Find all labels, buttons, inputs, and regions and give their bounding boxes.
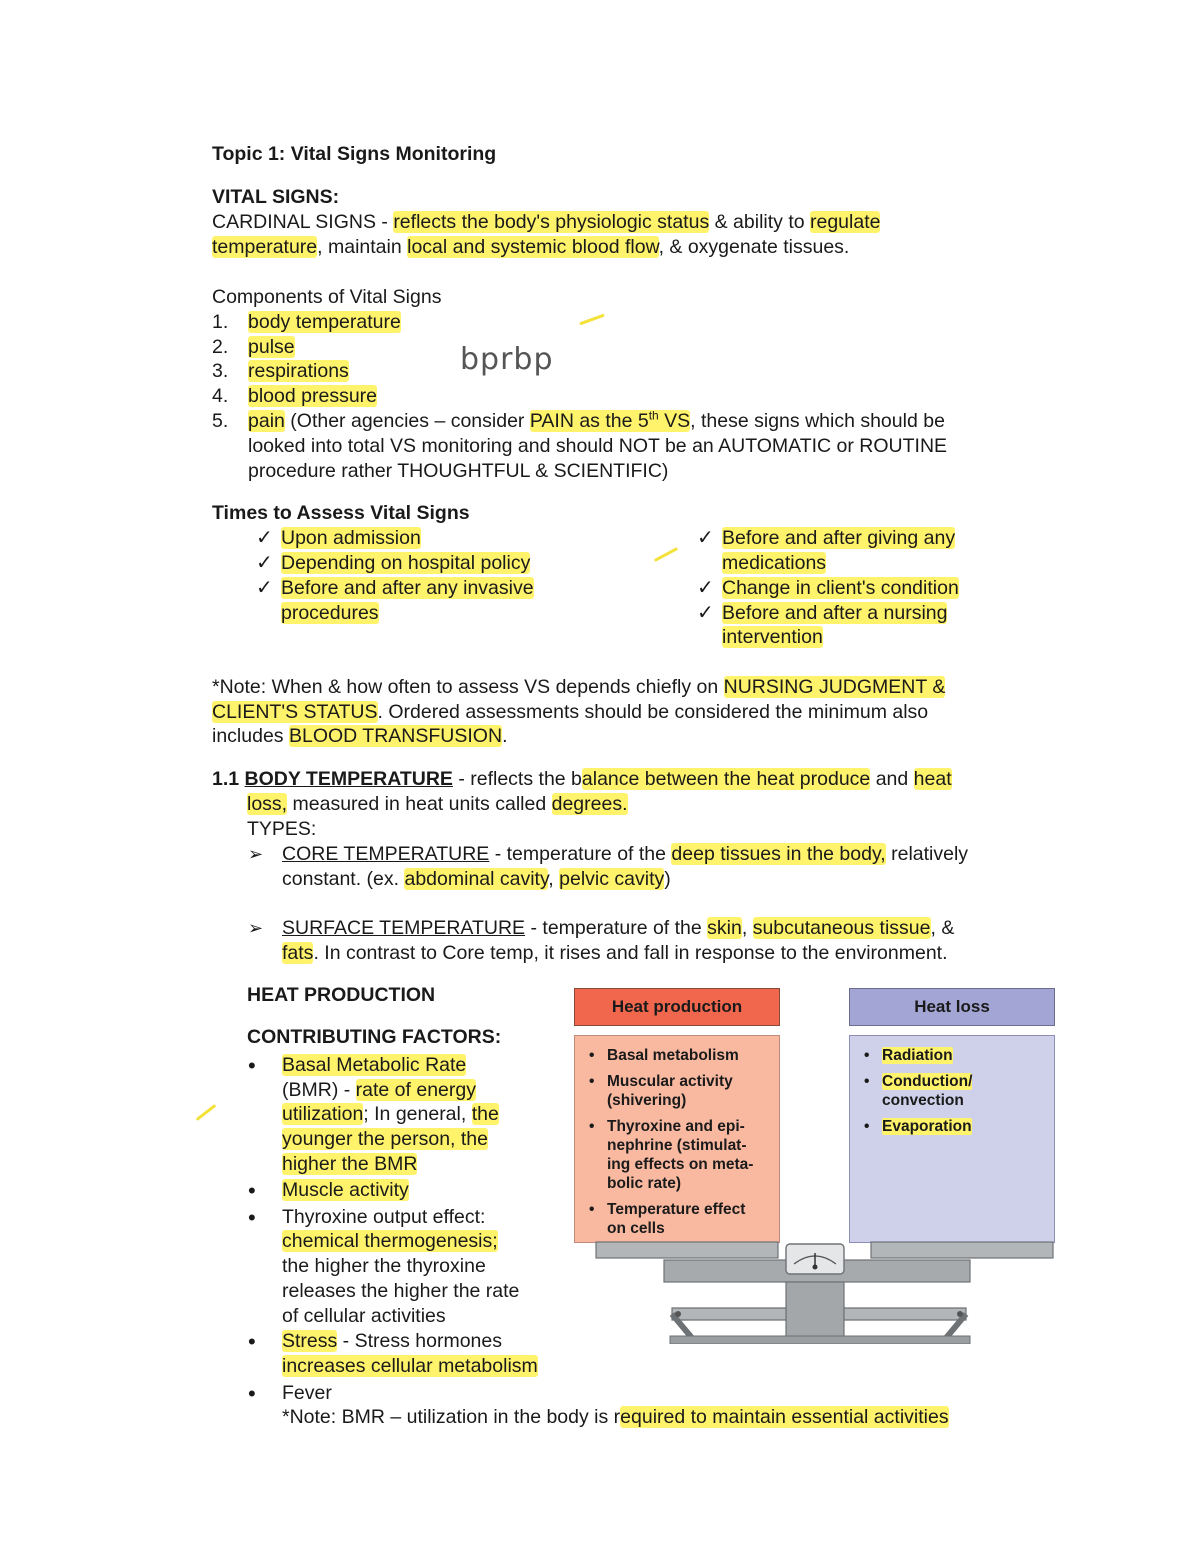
check-icon: ✓	[256, 527, 273, 549]
factor-line: (BMR) - rate of energy	[282, 1079, 476, 1101]
factor-line: releases the higher the rate	[282, 1280, 520, 1302]
surface-line-2: fats. In contrast to Core temp, it rises and fall in response to the environment.	[282, 942, 948, 964]
check-icon: ✓	[697, 527, 714, 549]
factor-line: Fever	[282, 1382, 332, 1404]
factor-line: Stress - Stress hormones	[282, 1330, 502, 1352]
core-line-1: CORE TEMPERATURE - temperature of the deep tissues in the body, relatively	[282, 843, 969, 865]
left-joint	[675, 1311, 681, 1317]
factor-line	[282, 1127, 488, 1152]
cardinal-line-1: CARDINAL SIGNS - reflects the body's physiologic status & ability to regulate	[212, 211, 881, 233]
highlight: Muscle activity	[282, 1179, 409, 1201]
factor-line: Thyroxine output effect:	[282, 1206, 486, 1228]
surface-line-1: SURFACE TEMPERATURE - temperature of the skin, subcutaneous tissue, &	[282, 917, 955, 939]
highlight: skin	[707, 917, 742, 939]
cardinal-line-2: temperature, maintain local and systemic blood flow, & oxygenate tissues.	[212, 236, 850, 258]
time-item	[722, 576, 959, 601]
factor-line	[282, 1053, 466, 1078]
highlight: Before and after any invasive	[281, 577, 534, 599]
factor-line: of cellular activities	[282, 1305, 446, 1327]
highlight: Before and after a nursing	[722, 602, 948, 624]
arrow-bullet-icon: ➢	[248, 918, 264, 938]
times-heading: Times to Assess Vital Signs	[212, 502, 470, 524]
contributing-factors-heading: CONTRIBUTING FACTORS:	[247, 1026, 502, 1048]
highlight: PAIN as the 5th VS	[529, 408, 691, 432]
highlight: subcutaneous tissue	[752, 917, 931, 939]
highlighter-mark	[579, 314, 604, 326]
body-temp-line-2: loss, measured in heat units called degrees.	[247, 793, 628, 815]
note-line-1: *Note: When & how often to assess VS depends chiefly on NURSING JUDGMENT &	[212, 676, 946, 698]
heat-loss-panel	[849, 1035, 1055, 1243]
highlight: NURSING JUDGMENT &	[723, 676, 946, 698]
right-linkage	[844, 1308, 966, 1320]
highlight: temperature	[212, 236, 318, 258]
body-temp-line-1: 1.1 BODY TEMPERATURE - reflects the balance between the heat produce and heat	[212, 768, 952, 790]
time-item	[281, 576, 534, 601]
time-item	[722, 601, 947, 626]
dial-pivot	[813, 1265, 818, 1270]
right-joint	[957, 1311, 963, 1317]
highlight: higher the BMR	[282, 1153, 418, 1175]
factor-line	[282, 1229, 498, 1254]
loss-item	[864, 1072, 1044, 1091]
highlight: pulse	[248, 336, 295, 358]
factor-line: utilization; In general, the	[282, 1103, 499, 1125]
heat-loss-title: Heat loss	[849, 988, 1055, 1026]
page-title: Topic 1: Vital Signs Monitoring	[212, 143, 497, 165]
highlight: loss,	[247, 793, 288, 815]
note-line-3: includes BLOOD TRANSFUSION.	[212, 725, 508, 747]
left-scale-pan	[596, 1242, 778, 1258]
pain-note-line-3: procedure rather THOUGHTFUL & SCIENTIFIC)	[248, 460, 669, 482]
highlight: respirations	[248, 360, 349, 382]
heat-production-title: Heat production	[574, 988, 780, 1026]
left-linkage	[672, 1308, 786, 1320]
highlight: Conduction/	[882, 1073, 973, 1090]
highlight: rate of energy	[355, 1079, 476, 1101]
components-heading: Components of Vital Signs	[212, 286, 442, 308]
bullet-icon: •	[248, 1053, 256, 1078]
heat-production-heading: HEAT PRODUCTION	[247, 984, 436, 1006]
time-item	[722, 551, 826, 576]
highlight: reflects the body's physiologic status	[393, 211, 710, 233]
highlight: utilization	[282, 1103, 364, 1125]
highlight: blood pressure	[248, 385, 377, 407]
highlight: Basal Metabolic Rate	[282, 1054, 467, 1076]
highlight: increases cellular metabolism	[282, 1355, 538, 1377]
types-label: TYPES:	[247, 818, 317, 840]
highlight: deep tissues in the body,	[671, 843, 886, 865]
highlight: Change in client's condition	[722, 577, 959, 599]
highlight: procedures	[281, 602, 379, 624]
production-item: • Temperature effect on cells	[589, 1200, 769, 1238]
highlight: degrees.	[551, 793, 628, 815]
highlight: heat	[913, 768, 952, 790]
highlight: Stress	[282, 1330, 338, 1352]
highlight: BLOOD TRANSFUSION	[288, 725, 503, 747]
section-heading: BODY TEMPERATURE	[244, 768, 453, 790]
vital-signs-heading: VITAL SIGNS:	[212, 186, 340, 208]
check-icon: ✓	[256, 552, 273, 574]
production-item: • Thyroxine and epi- nephrine (stimulat- ing effects on meta- bolic rate)	[589, 1117, 769, 1193]
component-item: 2. pulse	[212, 336, 295, 358]
highlight: chemical thermogenesis;	[282, 1230, 498, 1252]
loss-item	[864, 1046, 1044, 1065]
highlight: pelvic cavity	[559, 868, 665, 890]
highlighter-mark	[654, 547, 678, 562]
highlight: medications	[722, 552, 827, 574]
bmr-note: *Note: BMR – utilization in the body is required to maintain essential activities	[282, 1406, 949, 1428]
time-item	[281, 551, 530, 576]
factor-line: the higher the thyroxine	[282, 1255, 486, 1277]
time-item	[281, 526, 421, 551]
right-scale-pan	[871, 1242, 1053, 1258]
highlight: Evaporation	[882, 1118, 972, 1135]
highlight: body temperature	[248, 311, 401, 333]
highlight: pain	[248, 410, 285, 432]
note-line-2: CLIENT'S STATUS. Ordered assessments should be considered the minimum also	[212, 701, 929, 723]
component-item: 4. blood pressure	[212, 385, 377, 407]
highlight: CLIENT'S STATUS	[212, 701, 378, 723]
highlighter-mark	[196, 1104, 217, 1121]
highlight: Upon admission	[281, 527, 421, 549]
production-item: • Basal metabolism	[589, 1046, 769, 1065]
highlight: local and systemic blood flow	[407, 236, 659, 258]
highlight: Before and after giving any	[722, 527, 956, 549]
bullet-icon: •	[248, 1178, 256, 1203]
highlight: regulate	[810, 211, 881, 233]
check-icon: ✓	[697, 577, 714, 599]
time-item	[722, 526, 955, 551]
factor-line	[282, 1354, 538, 1379]
loss-item-continued: convection	[882, 1092, 964, 1109]
highlight: alance between the heat produce	[581, 768, 871, 790]
component-item: 3. respirations	[212, 360, 349, 382]
highlight: abdominal cavity	[404, 868, 549, 890]
highlight: Radiation	[882, 1047, 953, 1064]
scale-post	[786, 1282, 844, 1344]
balance-scale-illustration	[574, 1240, 1056, 1344]
handwritten-scribble: bprbp	[460, 342, 554, 377]
check-icon: ✓	[256, 577, 273, 599]
production-item: • Muscular activity (shivering)	[589, 1072, 769, 1110]
scale-base	[670, 1336, 970, 1344]
core-line-2: constant. (ex. abdominal cavity, pelvic cavity)	[282, 868, 671, 890]
component-item: 5. pain (Other agencies – consider PAIN as the 5th VS, these signs which should be	[212, 408, 945, 432]
highlight: younger the person, the	[282, 1128, 488, 1150]
highlight: intervention	[722, 626, 823, 648]
heat-production-panel	[574, 1035, 780, 1243]
bullet-icon: •	[248, 1329, 256, 1354]
time-item	[722, 625, 823, 650]
bullet-icon: •	[248, 1381, 256, 1406]
highlight: equired to maintain essential activities	[620, 1406, 949, 1428]
pain-note-line-2: looked into total VS monitoring and should NOT be an AUTOMATIC or ROUTINE	[248, 435, 948, 457]
arrow-bullet-icon: ➢	[248, 844, 264, 864]
loss-item	[864, 1117, 1044, 1136]
check-icon: ✓	[697, 602, 714, 624]
factor-line	[282, 1152, 417, 1177]
highlight: fats	[282, 942, 314, 964]
highlight: Depending on hospital policy	[281, 552, 531, 574]
bullet-icon: •	[248, 1205, 256, 1230]
component-item: 1. body temperature	[212, 311, 401, 333]
time-item	[281, 601, 379, 626]
highlight: the	[471, 1103, 499, 1125]
factor-line	[282, 1178, 409, 1203]
